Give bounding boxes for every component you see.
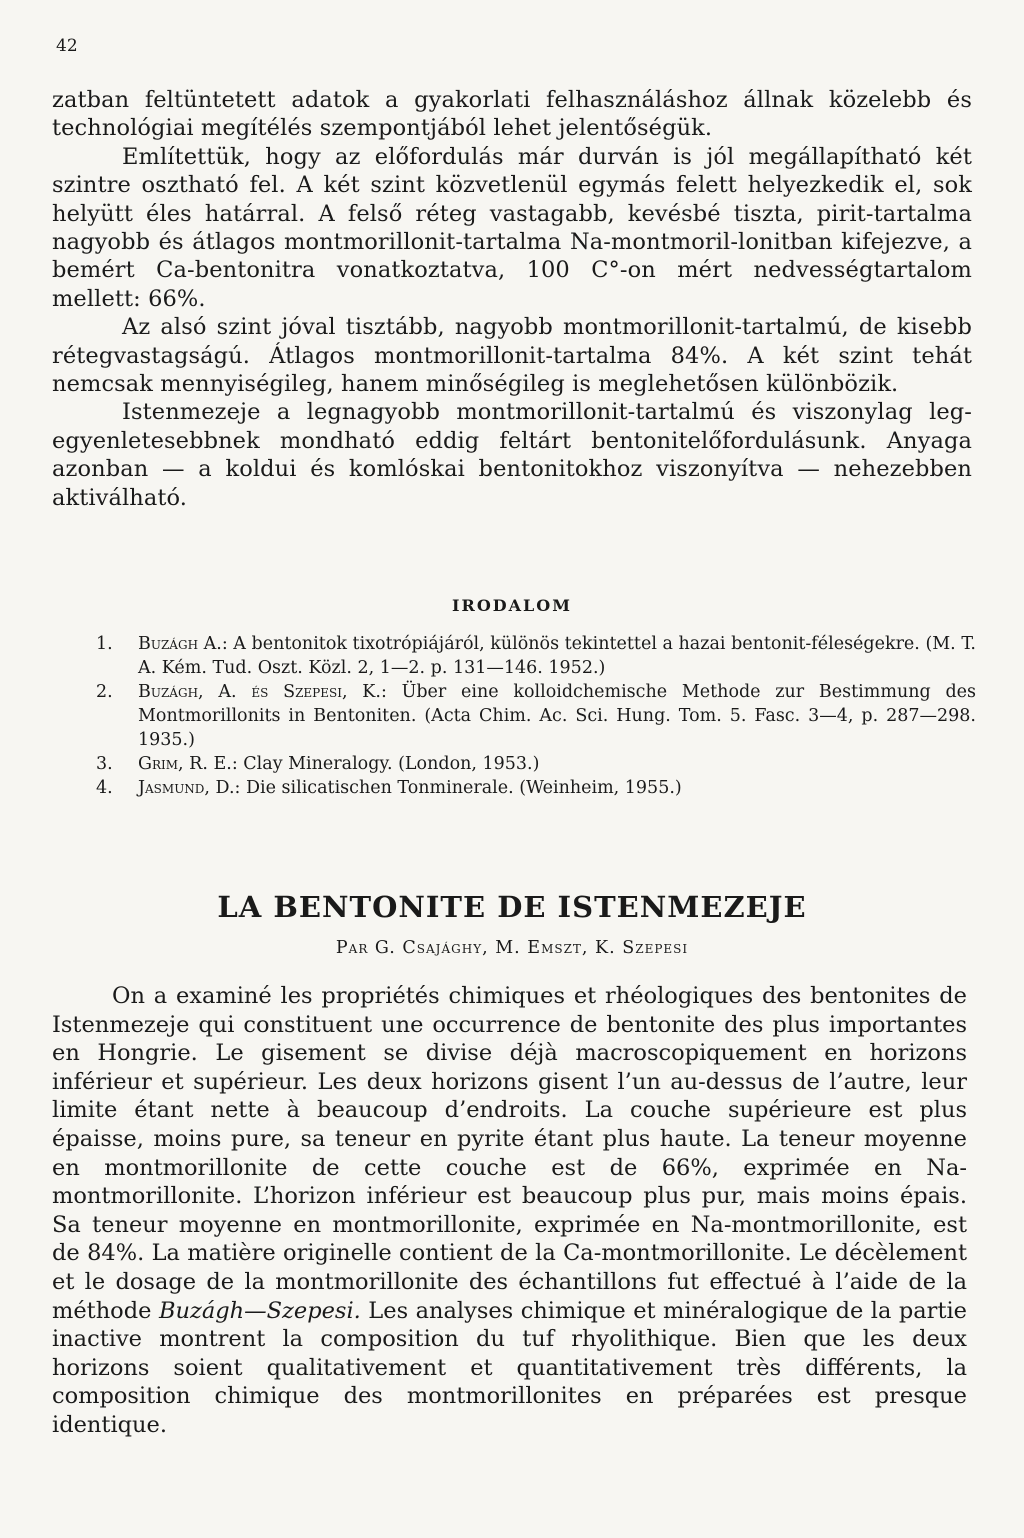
reference-text: : A bentonitok tixotrópiájáról, különös tekintettel a hazai bentonit-féleségekre. (M. T. A. Kém. Tud. Oszt. Közl. 2, 1—2. p. 131—146. 1952.)	[138, 634, 976, 678]
reference-text: : Clay Mineralogy. (London, 1953.)	[231, 754, 540, 774]
paragraph: Említettük, hogy az előfordulás már durván is jól megállapítható két szintre osztható fel. A két szint közvetlenül egymás felett helyezkedik el, sok helyütt éles határral. A felső réteg vastagabb, kevésbé tiszta, pirit-tartalma nagyobb és átlagos montmorillonit-tartalma Na-montmoril-lonitban kifejezve, a bemért Ca-bentonitra vonatkoztatva, 100 C°-on mért nedvességtartalom mellett: 66%.	[52, 143, 972, 312]
reference-text: : Über eine kolloidchemische Methode zur Bestimmung des Montmorillonits in Bentoniten. (Acta Chim. Ac. Sci. Hung. Tom. 5. Fasc. 3—4, p. 287—298. 1935.)	[138, 682, 976, 750]
reference-number: 3.	[96, 754, 113, 774]
paragraph: Az alsó szint jóval tisztább, nagyobb montmorillonit-tartalmú, de kisebb rétegvastagságú. Átlagos montmorillonit-tartalma 84%. A két szint tehát nemcsak mennyiségileg, hanem minőségileg is meglehetősen különbözik.	[52, 314, 972, 398]
reference-item	[96, 680, 976, 752]
reference-author: Buzágh, A. és Szepesi, K.	[138, 682, 381, 702]
paragraph: Istenmezeje a legnagyobb montmorillonit-tartalmú és viszonylag leg-egyenletesebbnek mondható eddig feltárt bentonitelőfordulásunk. Anyaga azonban — a koldui és komlóskai bentonitokhoz viszonyítva — nehezebben aktiválható.	[52, 399, 972, 511]
page-number: 42	[56, 36, 78, 56]
paragraph	[52, 982, 967, 1440]
reference-number: 2.	[96, 682, 113, 702]
abstract-text: Les analyses chimique et minéralogique de la partie inactive montrent la composition du tuf rhyolithique. Bien que les deux horizons soient qualitativement et quantitativement très différents, la composition chimique des montmorillonites en préparées est presque identique.	[52, 1297, 967, 1438]
reference-author: Buzágh A.	[138, 634, 222, 654]
french-summary	[52, 982, 967, 1440]
reference-item	[96, 752, 976, 776]
reference-number: 1.	[96, 634, 113, 654]
reference-author: Jasmund, D.	[138, 778, 235, 798]
reference-number: 4.	[96, 778, 113, 798]
hungarian-text	[52, 86, 972, 512]
french-summary-title: LA BENTONITE DE ISTENMEZEJE	[217, 890, 807, 924]
reference-item	[96, 776, 976, 800]
french-summary-authors: Par G. Csajághy, M. Emszt, K. Szepesi	[335, 938, 689, 958]
abstract-text: On a examiné les propriétés chimiques et rhéologiques des bentonites de Istenmezeje qui constituent une occurrence de bentonite des plus importantes en Hongrie. Le gisement se divise déjà macroscopiquement en horizons inférieur et supérieur. Les deux horizons gisent l’un au-dessus de l’autre, leur limite étant nette à beaucoup d’endroits. La couche supérieure est plus épaisse, moins pure, sa teneur en pyrite étant plus haute. La teneur moyenne en montmorillonite de cette couche est de 66%, exprimée en Na-montmorillonite. L’horizon inférieur est beaucoup plus pur, mais moins épais. Sa teneur moyenne en montmorillonite, exprimée en Na-montmorillonite, est de 84%. La matière originelle contient de la Ca-montmorillonite. Le décèlement et le dosage de la montmorillonite des échantillons fut effectué à l’aide de la méthode	[52, 983, 967, 1324]
references-heading: IRODALOM	[452, 596, 572, 615]
method-name: Buzágh—Szepesi.	[158, 1297, 361, 1324]
references-list	[96, 632, 976, 800]
reference-text: : Die silicatischen Tonminerale. (Weinheim, 1955.)	[234, 778, 682, 798]
paragraph: zatban feltüntetett adatok a gyakorlati felhasználáshoz állnak közelebb és technológiai megítélés szempontjából lehet jelentőségük.	[52, 87, 972, 142]
reference-author: Grim, R. E.	[138, 754, 232, 774]
reference-item	[96, 632, 976, 680]
